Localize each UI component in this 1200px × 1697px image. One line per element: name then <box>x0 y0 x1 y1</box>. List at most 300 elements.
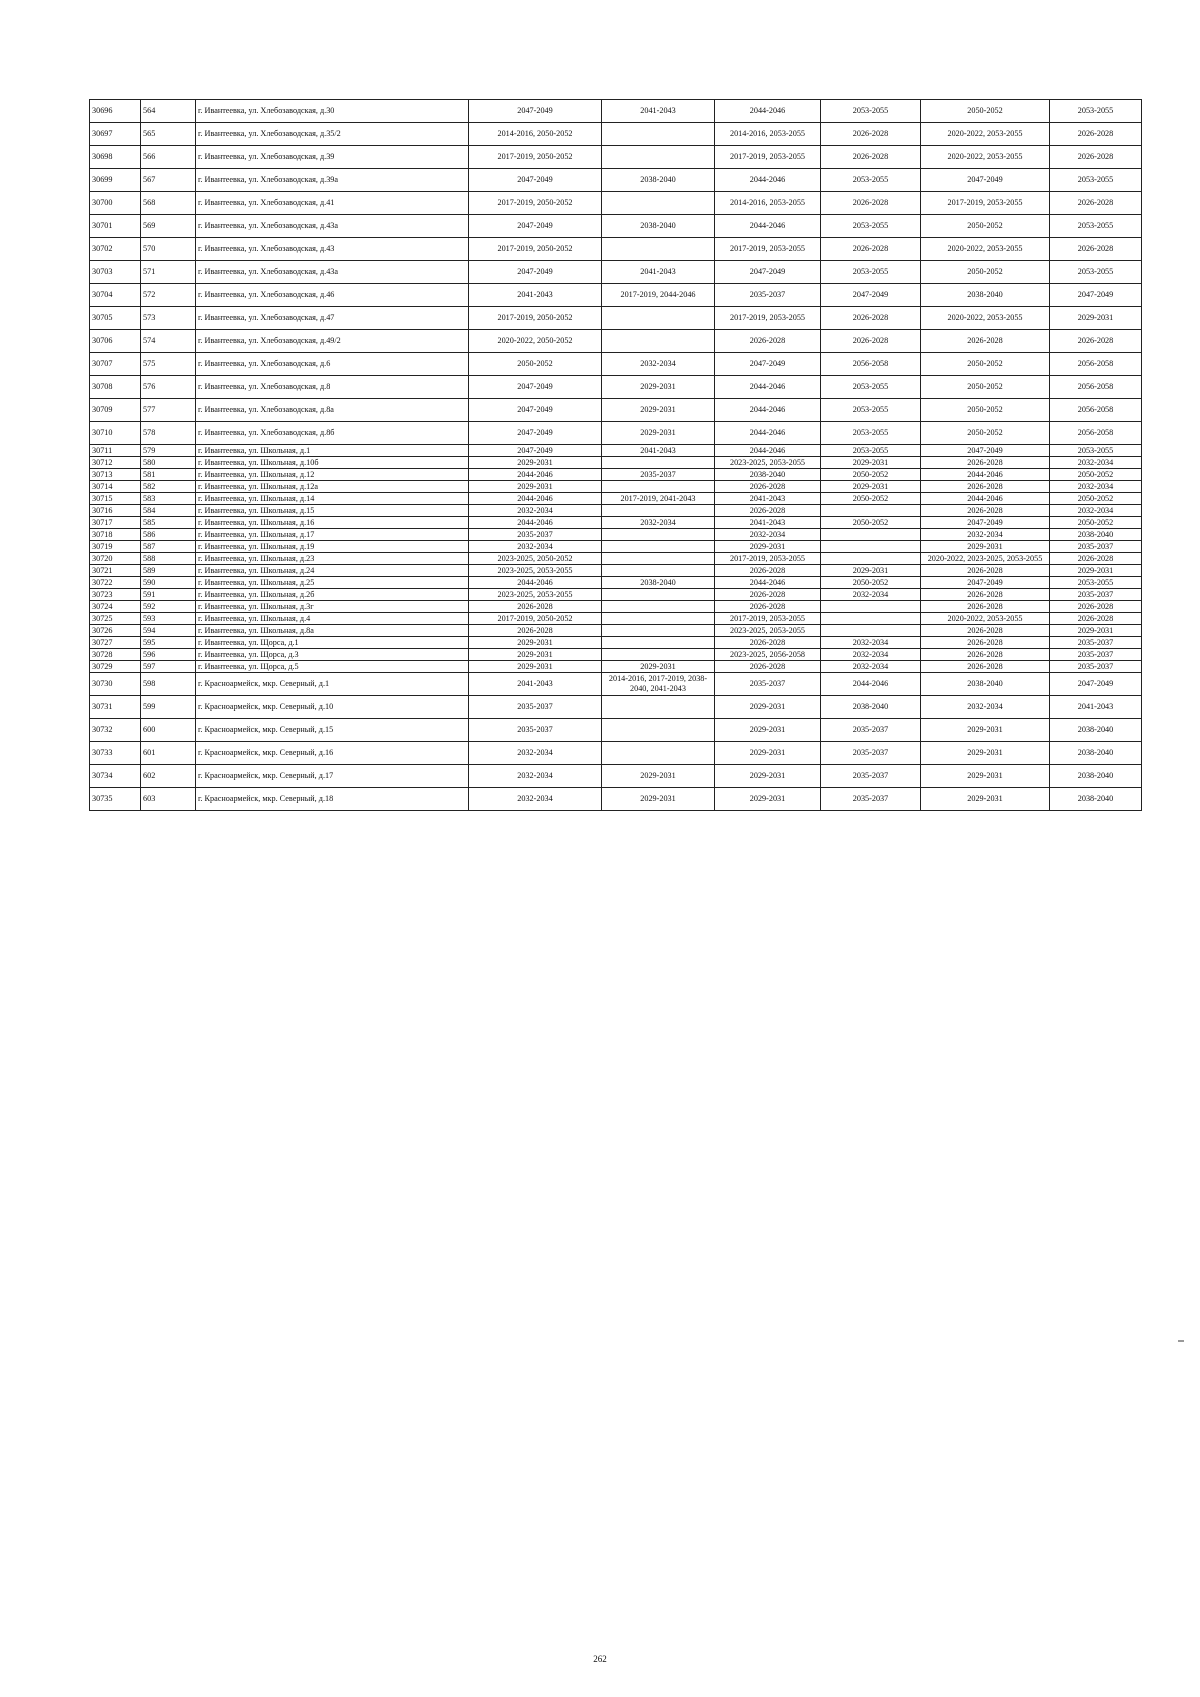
table-cell: г. Ивантеевка, ул. Школьная, д.24 <box>196 565 469 577</box>
table-cell: 30697 <box>90 123 141 146</box>
table-cell: г. Ивантеевка, ул. Хлебозаводская, д.39а <box>196 169 469 192</box>
table-cell: г. Красноармейск, мкр. Северный, д.17 <box>196 765 469 788</box>
table-cell: 2047-2049 <box>469 100 602 123</box>
table-cell: 30726 <box>90 625 141 637</box>
table-cell: 2026-2028 <box>1050 146 1142 169</box>
table-cell: 2026-2028 <box>1050 238 1142 261</box>
table-row <box>90 719 1142 742</box>
table-cell: 2038-2040 <box>1050 765 1142 788</box>
table-cell: 2038-2040 <box>602 577 715 589</box>
table-cell: 2014-2016, 2050-2052 <box>469 123 602 146</box>
table-cell: 2029-2031 <box>469 457 602 469</box>
table-cell <box>602 613 715 625</box>
table-cell: 2032-2034 <box>469 541 602 553</box>
table-cell: 575 <box>141 353 196 376</box>
table-cell: 2035-2037 <box>469 719 602 742</box>
table-cell: 2041-2043 <box>1050 696 1142 719</box>
table-cell: 2032-2034 <box>821 661 921 673</box>
table-cell: 2017-2019, 2053-2055 <box>715 238 821 261</box>
table-cell: 30727 <box>90 637 141 649</box>
table-cell: 573 <box>141 307 196 330</box>
table-row <box>90 376 1142 399</box>
table-cell: 2053-2055 <box>821 399 921 422</box>
table-cell: 2041-2043 <box>602 261 715 284</box>
table-cell <box>602 637 715 649</box>
table-cell: 2017-2019, 2044-2046 <box>602 284 715 307</box>
table-cell: 2050-2052 <box>1050 493 1142 505</box>
table-cell: 2020-2022, 2050-2052 <box>469 330 602 353</box>
table-row <box>90 192 1142 215</box>
table-cell <box>602 696 715 719</box>
table-row <box>90 589 1142 601</box>
table-cell: 2047-2049 <box>921 577 1050 589</box>
table-cell <box>821 625 921 637</box>
table-cell: 2026-2028 <box>921 481 1050 493</box>
table-cell: 2023-2025, 2056-2058 <box>715 649 821 661</box>
table-cell: 2017-2019, 2053-2055 <box>715 307 821 330</box>
table-cell: 2044-2046 <box>715 215 821 238</box>
table-cell: 2026-2028 <box>821 146 921 169</box>
table-cell: 2026-2028 <box>469 601 602 613</box>
table-row <box>90 457 1142 469</box>
table-cell: г. Ивантеевка, ул. Щорса, д.1 <box>196 637 469 649</box>
table-cell: 2023-2025, 2053-2055 <box>715 625 821 637</box>
table-cell: 2035-2037 <box>715 284 821 307</box>
table-row <box>90 215 1142 238</box>
table-cell: 2050-2052 <box>1050 469 1142 481</box>
table-cell: г. Ивантеевка, ул. Школьная, д.15 <box>196 505 469 517</box>
table-cell: 2050-2052 <box>921 100 1050 123</box>
table-cell: 589 <box>141 565 196 577</box>
table-cell: 600 <box>141 719 196 742</box>
table-cell: 2050-2052 <box>821 493 921 505</box>
table-row <box>90 696 1142 719</box>
table-cell: 2026-2028 <box>715 661 821 673</box>
table-cell: 2026-2028 <box>821 192 921 215</box>
table-cell: 30718 <box>90 529 141 541</box>
table-cell: 2017-2019, 2050-2052 <box>469 238 602 261</box>
table-cell: 2029-2031 <box>1050 307 1142 330</box>
table-cell: 30730 <box>90 673 141 696</box>
table-cell: г. Ивантеевка, ул. Школьная, д.16 <box>196 517 469 529</box>
table-cell: 601 <box>141 742 196 765</box>
table-cell: 2014-2016, 2053-2055 <box>715 192 821 215</box>
table-cell <box>821 601 921 613</box>
table-cell: 2017-2019, 2050-2052 <box>469 146 602 169</box>
table-cell: 2029-2031 <box>715 788 821 811</box>
register-sheet <box>89 99 1132 811</box>
table-cell: 30729 <box>90 661 141 673</box>
table-cell: 566 <box>141 146 196 169</box>
table-cell: 2053-2055 <box>821 376 921 399</box>
table-cell: 2020-2022, 2053-2055 <box>921 146 1050 169</box>
table-cell: 30712 <box>90 457 141 469</box>
table-cell: 592 <box>141 601 196 613</box>
table-cell: г. Ивантеевка, ул. Школьная, д.3г <box>196 601 469 613</box>
table-row <box>90 505 1142 517</box>
table-row <box>90 577 1142 589</box>
table-cell: г. Ивантеевка, ул. Школьная, д.1 <box>196 445 469 457</box>
table-cell: 2032-2034 <box>1050 505 1142 517</box>
table-cell: 2047-2049 <box>1050 284 1142 307</box>
table-cell: 2014-2016, 2053-2055 <box>715 123 821 146</box>
table-cell: 2026-2028 <box>715 565 821 577</box>
table-cell: 2032-2034 <box>921 696 1050 719</box>
table-cell: 2029-2031 <box>921 742 1050 765</box>
page-number: 262 <box>593 1654 607 1664</box>
table-cell <box>602 625 715 637</box>
table-cell: 2047-2049 <box>921 517 1050 529</box>
table-cell: 30700 <box>90 192 141 215</box>
table-cell: 30733 <box>90 742 141 765</box>
table-row <box>90 330 1142 353</box>
table-cell: 2050-2052 <box>921 422 1050 445</box>
table-cell: 2047-2049 <box>469 261 602 284</box>
table-cell: 2029-2031 <box>469 637 602 649</box>
table-cell: 2053-2055 <box>1050 577 1142 589</box>
table-cell: г. Ивантеевка, ул. Школьная, д.10б <box>196 457 469 469</box>
table-cell: 2029-2031 <box>921 788 1050 811</box>
table-row <box>90 553 1142 565</box>
table-cell <box>602 457 715 469</box>
table-cell: г. Ивантеевка, ул. Хлебозаводская, д.41 <box>196 192 469 215</box>
table-cell: 30699 <box>90 169 141 192</box>
table-cell: 2041-2043 <box>602 445 715 457</box>
table-cell: г. Ивантеевка, ул. Хлебозаводская, д.49/2 <box>196 330 469 353</box>
table-cell: 2026-2028 <box>1050 123 1142 146</box>
table-cell: 2041-2043 <box>469 284 602 307</box>
table-cell: 30709 <box>90 399 141 422</box>
table-cell: 569 <box>141 215 196 238</box>
table-cell <box>602 601 715 613</box>
table-cell <box>821 553 921 565</box>
table-cell: г. Ивантеевка, ул. Школьная, д.17 <box>196 529 469 541</box>
table-cell: 30721 <box>90 565 141 577</box>
table-cell: 2026-2028 <box>921 505 1050 517</box>
table-cell: 30711 <box>90 445 141 457</box>
table-row <box>90 541 1142 553</box>
table-cell <box>602 146 715 169</box>
table-cell: 2050-2052 <box>821 517 921 529</box>
table-cell: 30735 <box>90 788 141 811</box>
table-cell: 579 <box>141 445 196 457</box>
table-cell: г. Красноармейск, мкр. Северный, д.18 <box>196 788 469 811</box>
table-cell: 2023-2025, 2050-2052 <box>469 553 602 565</box>
table-cell: г. Ивантеевка, ул. Школьная, д.12 <box>196 469 469 481</box>
table-cell: 2053-2055 <box>1050 169 1142 192</box>
table-cell: 2029-2031 <box>1050 565 1142 577</box>
table-cell: 2038-2040 <box>602 215 715 238</box>
table-cell: 2029-2031 <box>715 541 821 553</box>
table-cell: 2050-2052 <box>921 399 1050 422</box>
table-cell: 30723 <box>90 589 141 601</box>
table-cell: 2029-2031 <box>921 719 1050 742</box>
table-cell <box>821 505 921 517</box>
table-cell: 2026-2028 <box>921 330 1050 353</box>
table-row <box>90 100 1142 123</box>
table-cell: 2047-2049 <box>921 445 1050 457</box>
table-row <box>90 625 1142 637</box>
table-cell: г. Красноармейск, мкр. Северный, д.16 <box>196 742 469 765</box>
table-cell: 599 <box>141 696 196 719</box>
table-cell: 594 <box>141 625 196 637</box>
table-cell: г. Ивантеевка, ул. Хлебозаводская, д.43а <box>196 261 469 284</box>
table-cell: 2056-2058 <box>1050 399 1142 422</box>
table-cell: 2044-2046 <box>715 169 821 192</box>
table-row <box>90 169 1142 192</box>
table-cell: 2017-2019, 2053-2055 <box>715 553 821 565</box>
table-cell <box>602 719 715 742</box>
table-cell: 2047-2049 <box>469 215 602 238</box>
table-cell: 2014-2016, 2017-2019, 2038-2040, 2041-2043 <box>602 673 715 696</box>
table-cell: 2044-2046 <box>469 469 602 481</box>
table-cell: 2029-2031 <box>602 661 715 673</box>
table-row <box>90 673 1142 696</box>
table-cell: 571 <box>141 261 196 284</box>
table-cell: 2026-2028 <box>921 661 1050 673</box>
table-cell: 2020-2022, 2053-2055 <box>921 238 1050 261</box>
table-cell: 2029-2031 <box>602 422 715 445</box>
table-cell: 2035-2037 <box>1050 637 1142 649</box>
table-cell: 2026-2028 <box>821 330 921 353</box>
table-cell: 2029-2031 <box>469 649 602 661</box>
table-cell: 2023-2025, 2053-2055 <box>469 565 602 577</box>
table-cell: 2056-2058 <box>1050 353 1142 376</box>
table-cell: 2029-2031 <box>469 481 602 493</box>
table-row <box>90 445 1142 457</box>
table-cell: 2047-2049 <box>715 353 821 376</box>
table-cell: 30713 <box>90 469 141 481</box>
table-cell: 603 <box>141 788 196 811</box>
table-cell: 2038-2040 <box>1050 788 1142 811</box>
table-row <box>90 399 1142 422</box>
table-cell: 2035-2037 <box>1050 661 1142 673</box>
table-cell: г. Ивантеевка, ул. Школьная, д.12а <box>196 481 469 493</box>
table-cell: 30714 <box>90 481 141 493</box>
table-cell: 30706 <box>90 330 141 353</box>
table-cell: 2038-2040 <box>921 673 1050 696</box>
table-cell: 2029-2031 <box>715 765 821 788</box>
table-cell: 602 <box>141 765 196 788</box>
table-cell: г. Ивантеевка, ул. Хлебозаводская, д.8б <box>196 422 469 445</box>
table-cell: 30724 <box>90 601 141 613</box>
table-cell: 2029-2031 <box>469 661 602 673</box>
table-cell: 2032-2034 <box>469 765 602 788</box>
table-cell <box>602 529 715 541</box>
table-row <box>90 493 1142 505</box>
table-cell: 2026-2028 <box>921 457 1050 469</box>
table-cell: г. Ивантеевка, ул. Школьная, д.23 <box>196 553 469 565</box>
scan-mark <box>1178 1340 1184 1342</box>
table-cell: 2026-2028 <box>921 565 1050 577</box>
table-cell: 2026-2028 <box>469 625 602 637</box>
table-cell: 2029-2031 <box>602 788 715 811</box>
table-cell: 2029-2031 <box>921 541 1050 553</box>
table-cell <box>602 307 715 330</box>
table-cell <box>602 192 715 215</box>
table-row <box>90 661 1142 673</box>
table-cell: 2044-2046 <box>921 493 1050 505</box>
table-cell: 2029-2031 <box>921 765 1050 788</box>
table-cell: 2056-2058 <box>1050 422 1142 445</box>
table-cell: 2020-2022, 2053-2055 <box>921 123 1050 146</box>
table-cell: 2032-2034 <box>821 589 921 601</box>
table-cell: 2035-2037 <box>821 765 921 788</box>
table-cell: 2029-2031 <box>715 696 821 719</box>
table-cell: 2050-2052 <box>921 376 1050 399</box>
table-cell: 2029-2031 <box>821 457 921 469</box>
table-cell <box>602 238 715 261</box>
table-cell: г. Ивантеевка, ул. Хлебозаводская, д.8а <box>196 399 469 422</box>
table-cell: 2044-2046 <box>921 469 1050 481</box>
table-cell: 30710 <box>90 422 141 445</box>
table-row <box>90 517 1142 529</box>
table-cell: 30719 <box>90 541 141 553</box>
table-cell: 30734 <box>90 765 141 788</box>
table-cell: 2032-2034 <box>602 353 715 376</box>
table-cell: 2038-2040 <box>715 469 821 481</box>
table-cell: г. Ивантеевка, ул. Щорса, д.3 <box>196 649 469 661</box>
table-cell: 578 <box>141 422 196 445</box>
table-cell: 2038-2040 <box>602 169 715 192</box>
table-cell: 2029-2031 <box>821 481 921 493</box>
table-cell: 2020-2022, 2053-2055 <box>921 307 1050 330</box>
table-cell: 597 <box>141 661 196 673</box>
table-cell: 30703 <box>90 261 141 284</box>
table-row <box>90 238 1142 261</box>
table-row <box>90 788 1142 811</box>
table-cell: 2026-2028 <box>1050 330 1142 353</box>
table-cell: 2041-2043 <box>602 100 715 123</box>
table-cell: 30701 <box>90 215 141 238</box>
table-cell: г. Ивантеевка, ул. Хлебозаводская, д.46 <box>196 284 469 307</box>
table-cell: 2035-2037 <box>715 673 821 696</box>
table-cell <box>602 505 715 517</box>
table-cell: 2026-2028 <box>921 625 1050 637</box>
table-row <box>90 422 1142 445</box>
table-cell: 30716 <box>90 505 141 517</box>
table-row <box>90 601 1142 613</box>
table-cell: 2032-2034 <box>821 637 921 649</box>
table-row <box>90 353 1142 376</box>
table-cell: г. Ивантеевка, ул. Хлебозаводская, д.39 <box>196 146 469 169</box>
table-row <box>90 146 1142 169</box>
table-cell: 2026-2028 <box>821 123 921 146</box>
table-cell: 30705 <box>90 307 141 330</box>
table-cell: 2053-2055 <box>821 215 921 238</box>
table-cell: 2032-2034 <box>602 517 715 529</box>
table-cell: г. Ивантеевка, ул. Школьная, д.25 <box>196 577 469 589</box>
table-cell: 2053-2055 <box>1050 100 1142 123</box>
table-row <box>90 123 1142 146</box>
table-cell: г. Ивантеевка, ул. Школьная, д.4 <box>196 613 469 625</box>
table-cell: 2050-2052 <box>821 577 921 589</box>
table-cell: г. Красноармейск, мкр. Северный, д.15 <box>196 719 469 742</box>
table-cell: 30702 <box>90 238 141 261</box>
table-cell: 30728 <box>90 649 141 661</box>
table-cell: 596 <box>141 649 196 661</box>
table-cell: 2032-2034 <box>715 529 821 541</box>
table-cell: 590 <box>141 577 196 589</box>
table-cell: 565 <box>141 123 196 146</box>
table-cell: 2053-2055 <box>821 422 921 445</box>
table-cell: 2047-2049 <box>469 422 602 445</box>
table-cell: 2044-2046 <box>469 517 602 529</box>
table-cell: 2047-2049 <box>715 261 821 284</box>
table-cell: 30725 <box>90 613 141 625</box>
table-cell: 2026-2028 <box>1050 613 1142 625</box>
table-cell: 2041-2043 <box>715 493 821 505</box>
table-cell: 598 <box>141 673 196 696</box>
table-cell: 2053-2055 <box>821 445 921 457</box>
table-cell: 2035-2037 <box>1050 649 1142 661</box>
table-cell: 2035-2037 <box>602 469 715 481</box>
table-cell: 595 <box>141 637 196 649</box>
table-cell: 2053-2055 <box>821 261 921 284</box>
table-cell: 2053-2055 <box>1050 215 1142 238</box>
table-cell: 30717 <box>90 517 141 529</box>
table-row <box>90 481 1142 493</box>
table-cell: 584 <box>141 505 196 517</box>
table-cell: 30704 <box>90 284 141 307</box>
table-cell: 2044-2046 <box>469 493 602 505</box>
table-cell: 2029-2031 <box>821 565 921 577</box>
table-cell: 580 <box>141 457 196 469</box>
table-cell: 2026-2028 <box>821 307 921 330</box>
table-cell: 586 <box>141 529 196 541</box>
table-row <box>90 613 1142 625</box>
table-cell: г. Ивантеевка, ул. Щорса, д.5 <box>196 661 469 673</box>
table-cell: 2038-2040 <box>1050 742 1142 765</box>
table-row <box>90 742 1142 765</box>
table-cell: 2047-2049 <box>921 169 1050 192</box>
table-row <box>90 637 1142 649</box>
table-cell: 2050-2052 <box>821 469 921 481</box>
table-cell: г. Ивантеевка, ул. Хлебозаводская, д.47 <box>196 307 469 330</box>
table-cell <box>602 565 715 577</box>
table-cell: 2038-2040 <box>921 284 1050 307</box>
table-cell: 2020-2022, 2053-2055 <box>921 613 1050 625</box>
table-cell: 2032-2034 <box>921 529 1050 541</box>
table-row <box>90 469 1142 481</box>
table-cell: 2038-2040 <box>1050 719 1142 742</box>
table-cell: 2035-2037 <box>821 742 921 765</box>
table-cell: 583 <box>141 493 196 505</box>
table-cell: 2041-2043 <box>715 517 821 529</box>
table-cell: 2032-2034 <box>821 649 921 661</box>
table-row <box>90 765 1142 788</box>
table-cell: 564 <box>141 100 196 123</box>
table-row <box>90 649 1142 661</box>
table-cell: 2056-2058 <box>1050 376 1142 399</box>
table-cell: 2017-2019, 2050-2052 <box>469 613 602 625</box>
table-cell: 574 <box>141 330 196 353</box>
table-cell: 2026-2028 <box>715 637 821 649</box>
table-cell: 2032-2034 <box>1050 457 1142 469</box>
table-cell: 2035-2037 <box>821 788 921 811</box>
table-cell: 2038-2040 <box>821 696 921 719</box>
table-cell: 570 <box>141 238 196 261</box>
table-cell: 2035-2037 <box>821 719 921 742</box>
table-cell: 2029-2031 <box>602 765 715 788</box>
table-cell: г. Ивантеевка, ул. Хлебозаводская, д.43а <box>196 215 469 238</box>
table-cell: 30722 <box>90 577 141 589</box>
table-cell: 2050-2052 <box>921 353 1050 376</box>
table-cell: г. Красноармейск, мкр. Северный, д.1 <box>196 673 469 696</box>
table-cell: г. Ивантеевка, ул. Школьная, д.2б <box>196 589 469 601</box>
table-row <box>90 261 1142 284</box>
table-cell: г. Красноармейск, мкр. Северный, д.10 <box>196 696 469 719</box>
